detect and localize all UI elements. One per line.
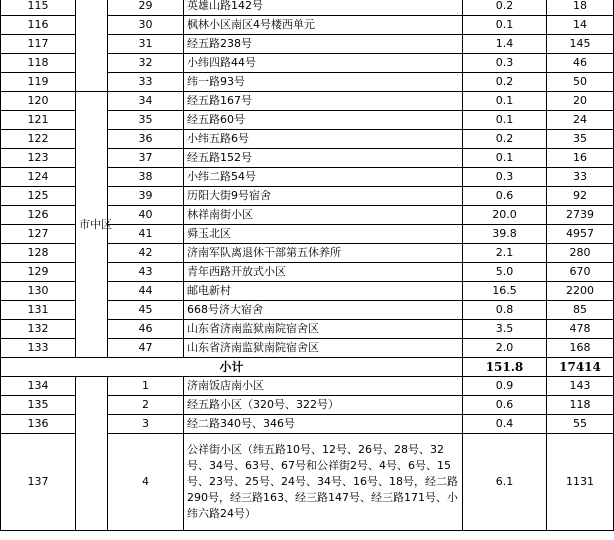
sub-number: 34 xyxy=(108,92,184,111)
area-value: 39.8 xyxy=(463,225,547,244)
sub-number: 40 xyxy=(108,206,184,225)
area-value: 0.2 xyxy=(463,130,547,149)
sub-number: 31 xyxy=(108,35,184,54)
community-name: 小纬四路44号 xyxy=(184,54,463,73)
district-cell xyxy=(76,377,108,531)
district-cell xyxy=(76,0,108,92)
count-value: 85 xyxy=(547,301,614,320)
count-value: 16 xyxy=(547,149,614,168)
count-value: 46 xyxy=(547,54,614,73)
sub-number: 38 xyxy=(108,168,184,187)
count-value: 18 xyxy=(547,0,614,16)
area-value: 16.5 xyxy=(463,282,547,301)
row-number: 131 xyxy=(1,301,76,320)
row-number: 127 xyxy=(1,225,76,244)
area-value: 0.3 xyxy=(463,54,547,73)
sub-number: 1 xyxy=(108,377,184,396)
row-number: 136 xyxy=(1,415,76,434)
subtotal-count: 17414 xyxy=(547,358,614,377)
count-value: 478 xyxy=(547,320,614,339)
sub-number: 45 xyxy=(108,301,184,320)
community-name: 山东省济南监狱南院宿舍区 xyxy=(184,320,463,339)
community-name: 枫林小区南区4号楼西单元 xyxy=(184,16,463,35)
community-name: 英雄山路142号 xyxy=(184,0,463,16)
row-number: 120 xyxy=(1,92,76,111)
community-name: 林祥南街小区 xyxy=(184,206,463,225)
row-number: 115 xyxy=(1,0,76,16)
sub-number: 33 xyxy=(108,73,184,92)
community-name: 小纬五路6号 xyxy=(184,130,463,149)
sub-number: 42 xyxy=(108,244,184,263)
area-value: 0.1 xyxy=(463,149,547,168)
count-value: 1131 xyxy=(547,434,614,531)
sub-number: 2 xyxy=(108,396,184,415)
row-number: 119 xyxy=(1,73,76,92)
sub-number: 47 xyxy=(108,339,184,358)
area-value: 2.0 xyxy=(463,339,547,358)
row-number: 121 xyxy=(1,111,76,130)
sub-number: 36 xyxy=(108,130,184,149)
row-number: 128 xyxy=(1,244,76,263)
row-number: 116 xyxy=(1,16,76,35)
count-value: 35 xyxy=(547,130,614,149)
table-row xyxy=(1,377,614,396)
area-value: 0.1 xyxy=(463,92,547,111)
community-name: 济南饭店南小区 xyxy=(184,377,463,396)
area-value: 0.2 xyxy=(463,0,547,16)
community-name: 小纬二路54号 xyxy=(184,168,463,187)
count-value: 145 xyxy=(547,35,614,54)
area-value: 0.2 xyxy=(463,73,547,92)
community-name: 经五路60号 xyxy=(184,111,463,130)
count-value: 670 xyxy=(547,263,614,282)
subtotal-label: 小计 xyxy=(1,358,463,377)
community-name: 历阳大街9号宿舍 xyxy=(184,187,463,206)
sub-number: 32 xyxy=(108,54,184,73)
area-value: 0.8 xyxy=(463,301,547,320)
area-value: 3.5 xyxy=(463,320,547,339)
district-cell: 市中区 xyxy=(76,92,108,358)
row-number: 117 xyxy=(1,35,76,54)
row-number: 137 xyxy=(1,434,76,531)
count-value: 2739 xyxy=(547,206,614,225)
sub-number: 46 xyxy=(108,320,184,339)
sub-number: 3 xyxy=(108,415,184,434)
row-number: 125 xyxy=(1,187,76,206)
count-value: 2200 xyxy=(547,282,614,301)
community-name: 经五路238号 xyxy=(184,35,463,54)
sub-number: 30 xyxy=(108,16,184,35)
sub-number: 37 xyxy=(108,149,184,168)
community-name: 舜玉北区 xyxy=(184,225,463,244)
community-name: 青年西路开放式小区 xyxy=(184,263,463,282)
community-name: 经二路340号、346号 xyxy=(184,415,463,434)
row-number: 124 xyxy=(1,168,76,187)
community-name: 668号济大宿舍 xyxy=(184,301,463,320)
count-value: 20 xyxy=(547,92,614,111)
row-number: 129 xyxy=(1,263,76,282)
sub-number: 43 xyxy=(108,263,184,282)
area-value: 0.1 xyxy=(463,111,547,130)
area-value: 2.1 xyxy=(463,244,547,263)
row-number: 135 xyxy=(1,396,76,415)
count-value: 280 xyxy=(547,244,614,263)
community-name: 济南军队离退休干部第五休养所 xyxy=(184,244,463,263)
row-number: 118 xyxy=(1,54,76,73)
area-value: 0.3 xyxy=(463,168,547,187)
area-value: 0.9 xyxy=(463,377,547,396)
area-value: 20.0 xyxy=(463,206,547,225)
count-value: 168 xyxy=(547,339,614,358)
row-number: 130 xyxy=(1,282,76,301)
count-value: 33 xyxy=(547,168,614,187)
area-value: 0.6 xyxy=(463,396,547,415)
row-number: 126 xyxy=(1,206,76,225)
subtotal-row xyxy=(1,358,614,377)
sub-number: 29 xyxy=(108,0,184,16)
sub-number: 35 xyxy=(108,111,184,130)
area-value: 5.0 xyxy=(463,263,547,282)
count-value: 24 xyxy=(547,111,614,130)
community-name: 经五路小区（320号、322号） xyxy=(184,396,463,415)
area-value: 0.1 xyxy=(463,16,547,35)
count-value: 143 xyxy=(547,377,614,396)
community-name: 纬一路93号 xyxy=(184,73,463,92)
subtotal-area: 151.8 xyxy=(463,358,547,377)
area-value: 1.4 xyxy=(463,35,547,54)
row-number: 134 xyxy=(1,377,76,396)
community-name: 山东省济南监狱南院宿舍区 xyxy=(184,339,463,358)
count-value: 50 xyxy=(547,73,614,92)
community-name: 公祥街小区（纬五路10号、12号、26号、28号、32号、34号、63号、67号和公祥街2号、4号、6号、15号、23号、25号、24号、34号、16号、18号，经二路290号，经三路163、经三路147号、经三路171号、小纬六路24号） xyxy=(184,434,463,531)
table-row xyxy=(1,92,614,111)
count-value: 92 xyxy=(547,187,614,206)
count-value: 55 xyxy=(547,415,614,434)
area-value: 0.4 xyxy=(463,415,547,434)
sub-number: 39 xyxy=(108,187,184,206)
area-value: 6.1 xyxy=(463,434,547,531)
row-number: 132 xyxy=(1,320,76,339)
sub-number: 4 xyxy=(108,434,184,531)
row-number: 122 xyxy=(1,130,76,149)
community-name: 经五路167号 xyxy=(184,92,463,111)
area-value: 0.6 xyxy=(463,187,547,206)
community-name: 经五路152号 xyxy=(184,149,463,168)
count-value: 14 xyxy=(547,16,614,35)
table-row xyxy=(1,0,614,16)
count-value: 4957 xyxy=(547,225,614,244)
sub-number: 44 xyxy=(108,282,184,301)
community-name: 邮电新村 xyxy=(184,282,463,301)
count-value: 118 xyxy=(547,396,614,415)
sub-number: 41 xyxy=(108,225,184,244)
row-number: 133 xyxy=(1,339,76,358)
row-number: 123 xyxy=(1,149,76,168)
